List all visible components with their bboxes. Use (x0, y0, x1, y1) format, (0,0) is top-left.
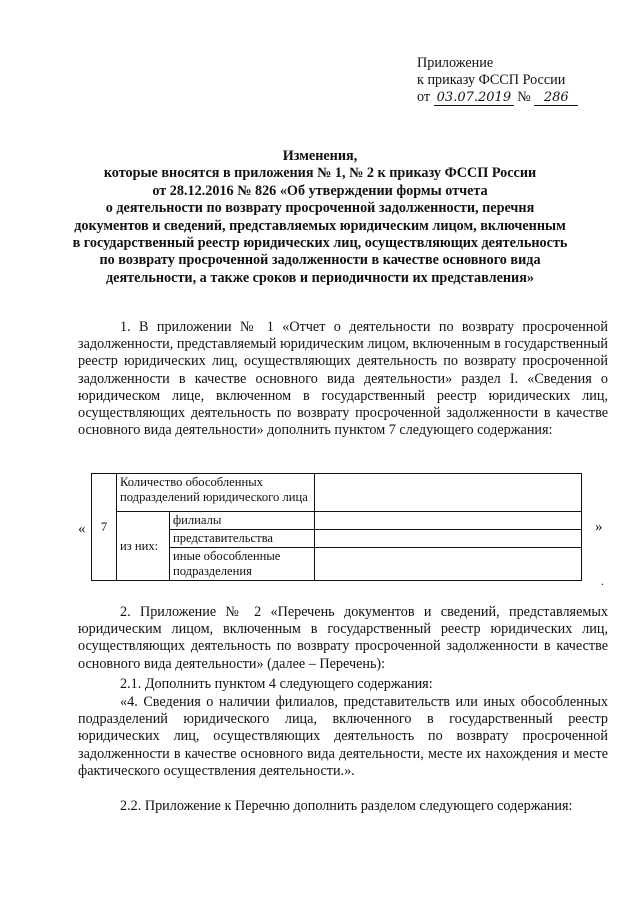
number-prefix: № (517, 89, 531, 105)
paragraph-4: «4. Сведения о наличии филиалов, представительств или иных обособленных подразделений юридического лица, включенного в государственный реестр юридических лиц, осуществляющих деятельность по возврату просроченной задолженности в качестве основного вида деятельности, месте их нахождения и месте фактического осуществления деятельности.». (78, 694, 608, 779)
value-cell (315, 530, 582, 548)
title-line: о деятельности по возврату просроченной задолженности, перечня (105, 200, 535, 217)
document-title (60, 148, 580, 287)
close-quote: » (595, 519, 603, 535)
handwritten-number: 286 (534, 91, 578, 106)
value-cell (315, 474, 582, 512)
handwritten-date: 03.07.2019 (434, 91, 514, 106)
paragraph-5: 2.2. Приложение к Перечню дополнить разделом следующего содержания: (120, 798, 573, 814)
sub-row-cell: иные обособленные подразделения (170, 548, 315, 581)
title-line: в государственный реестр юридических лиц, осуществляющих деятельность (72, 235, 568, 252)
title-line: от 28.12.2016 № 826 «Об утверждении формы отчета (152, 182, 488, 199)
sub-row-cell: филиалы (170, 512, 315, 530)
title-line: Изменения, (282, 148, 358, 164)
value-cell (315, 548, 582, 581)
paragraph-1: 1. В приложении № 1 «Отчет о деятельности по возврату просроченной задолженности, представляемый юридическим лицом, включенным в государственный реестр юридических лиц, осуществляющих деятельность по возврату просроченной задолженности в качестве основного вида деятельности» раздел I. «Сведения о юридическом лице, включенном в государственный реестр юридических лиц, осуществляющих деятельность по возврату просроченной задолженности в качестве основного вида деятельности» дополнить пунктом 7 следующего содержания: (78, 319, 608, 439)
title-line: которые вносятся в приложения № 1, № 2 к приказу ФССП России (103, 165, 537, 182)
appendix-block (417, 55, 578, 106)
row-number-cell: 7 (92, 474, 117, 581)
title-line: документов и сведений, представляемых юридическим лицом, включенным (74, 217, 566, 234)
appendix-date-line (417, 89, 578, 106)
group-label-cell: из них: (117, 512, 170, 581)
title-line: деятельности, а также сроков и периодичности их представления» (106, 269, 534, 286)
paragraph-2: 2. Приложение № 2 «Перечень документов и сведений, представляемых юридическим лицом, включенным в государственный реестр юридических лиц, осуществляющих деятельность по возврату просроченной задолженности в качестве основного вида деятельности» (далее – Перечень): (78, 604, 608, 672)
appendix-line-2: к приказу ФССП России (417, 72, 566, 88)
value-cell (315, 512, 582, 530)
insert-table (91, 473, 582, 581)
table-row (92, 474, 582, 512)
open-quote: « (78, 521, 86, 537)
table-row (92, 512, 582, 530)
appendix-line-1: Приложение (417, 55, 494, 71)
title-line: по возврату просроченной задолженности в качестве основного вида (99, 252, 541, 269)
sub-row-cell: представительства (170, 530, 315, 548)
header-cell: Количество обособленных подразделений юридического лица (117, 474, 315, 512)
date-prefix: от (417, 89, 431, 105)
paragraph-3: 2.1. Дополнить пунктом 4 следующего содержания: (120, 676, 433, 692)
side-mark: . (601, 574, 604, 588)
